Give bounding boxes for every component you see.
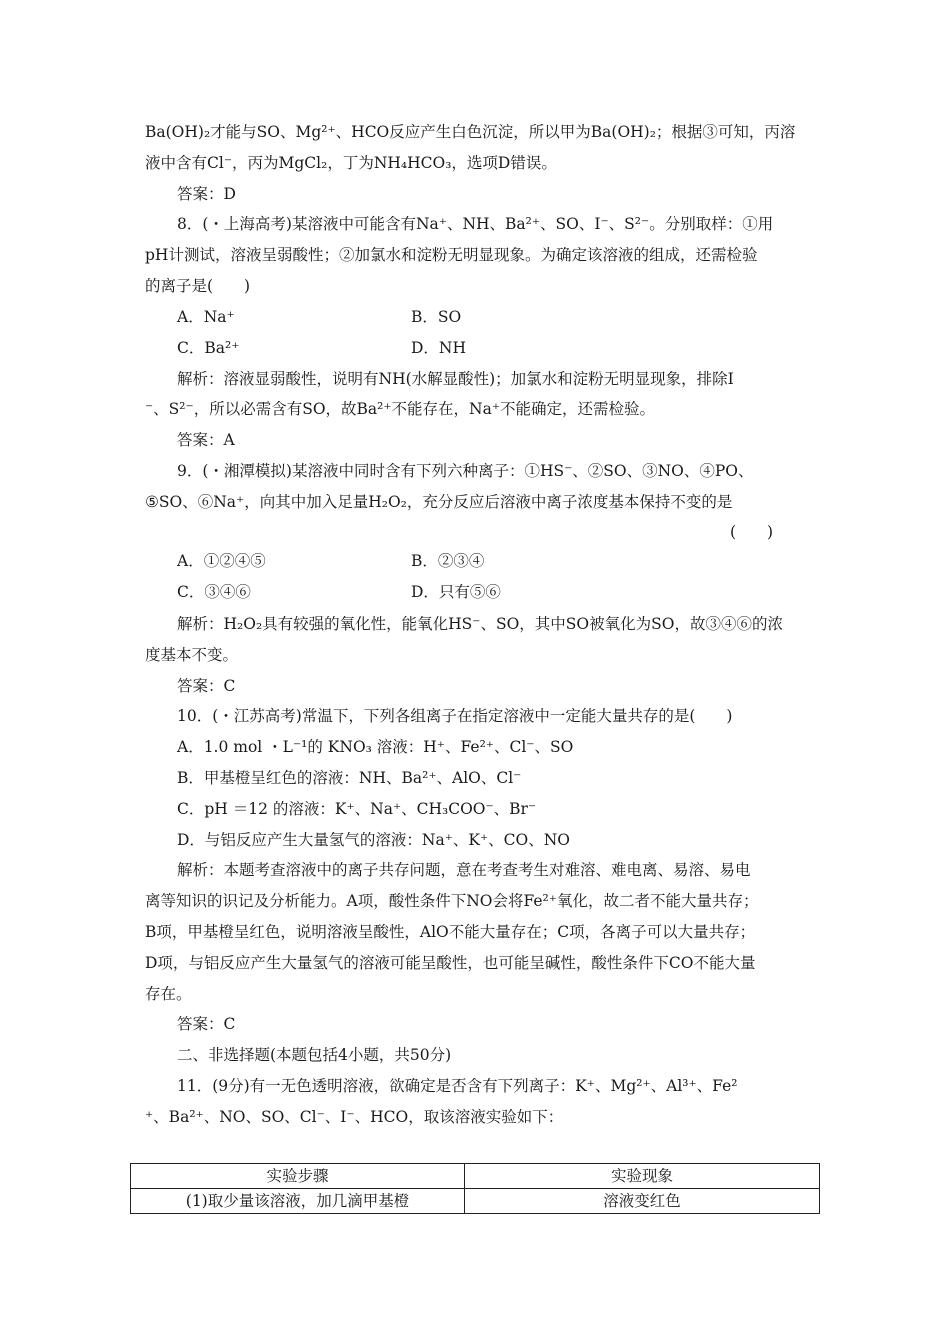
question-10: 10．(・江苏高考)常温下，下列各组离子在指定溶液中一定能大量共存的是( ) (177, 707, 733, 725)
text-line: 存在。 (145, 985, 192, 1003)
table-cell: (1)取少量该溶液，加几滴甲基橙 (131, 1189, 465, 1214)
column-header: 实验现象 (465, 1164, 820, 1189)
analysis-line: 解析：溶液显弱酸性，说明有NH(水解显酸性)；加氯水和淀粉无明显现象，排除I (177, 370, 734, 388)
text-line: D项，与铝反应产生大量氢气的溶液可能呈酸性，也可能呈碱性，酸性条件下CO不能大量 (145, 954, 756, 972)
answer-line: 答案：C (177, 1015, 236, 1033)
answer-line: 答案：D (177, 185, 236, 203)
question-9: 9．(・湘潭模拟)某溶液中同时含有下列六种离子：①HS⁻、②SO、③NO、④PO、 (177, 462, 754, 480)
answer-line: 答案：A (177, 431, 235, 449)
question-11: 11．(9分)有一无色透明溶液，欲确定是否含有下列离子：K⁺、Mg²⁺、Al³⁺、Fe² (177, 1077, 738, 1095)
text-line: 的离子是( ) (145, 277, 251, 295)
text-line: 离等知识的识记及分析能力。A项，酸性条件下NO会将Fe²⁺氧化，故二者不能大量共存； (145, 892, 759, 910)
option-a: A．①②④⑤ (177, 552, 266, 570)
option-d: D．只有⑤⑥ (411, 583, 501, 601)
column-header: 实验步骤 (131, 1164, 465, 1189)
text-line: ⁻、S²⁻，所以必需含有SO，故Ba²⁺不能存在，Na⁺不能确定，还需检验。 (145, 400, 656, 418)
text-line: pH计测试，溶液呈弱酸性；②加氯水和淀粉无明显现象。为确定该溶液的组成，还需检验 (145, 246, 758, 264)
option-b: B．②③④ (411, 552, 485, 570)
option-d: D．与铝反应产生大量氢气的溶液：Na⁺、K⁺、CO、NO (177, 831, 571, 849)
option-a: A．Na⁺ (177, 308, 235, 326)
section-heading: 二、非选择题(本题包括4小题，共50分) (177, 1046, 452, 1064)
analysis-line: 解析：H₂O₂具有较强的氧化性，能氧化HS⁻、SO，其中SO被氧化为SO，故③④⑥的浓 (177, 615, 783, 633)
text-line: B项，甲基橙呈红色，说明溶液呈酸性，AlO不能大量存在；C项，各离子可以大量共存； (145, 923, 756, 941)
option-d: D．NH (411, 339, 467, 357)
table-cell: 溶液变红色 (465, 1189, 820, 1214)
option-c: C．③④⑥ (177, 583, 251, 601)
text-line: ⑤SO、⑥Na⁺，向其中加入足量H₂O₂，充分反应后溶液中离子浓度基本保持不变的是 (145, 493, 733, 511)
text-line: 液中含有Cl⁻，丙为MgCl₂，丁为NH₄HCO₃，选项D错误。 (145, 154, 557, 172)
option-b: B．甲基橙呈红色的溶液：NH、Ba²⁺、AlO、Cl⁻ (177, 769, 522, 787)
option-c: C．pH ＝12 的溶液：K⁺、Na⁺、CH₃COO⁻、Br⁻ (177, 800, 537, 818)
option-b: B．SO (411, 308, 462, 326)
text-line: ⁺、Ba²⁺、NO、SO、Cl⁻、I⁻、HCO，取该溶液实验如下： (145, 1108, 564, 1126)
analysis-line: 解析：本题考查溶液中的离子共存问题，意在考查考生对难溶、难电离、易溶、易电 (177, 861, 751, 879)
table-row (131, 1189, 820, 1214)
answer-line: 答案：C (177, 677, 236, 695)
experiment-table (130, 1163, 820, 1214)
option-a: A．1.0 mol ・L⁻¹的 KNO₃ 溶液：H⁺、Fe²⁺、Cl⁻、SO (177, 738, 574, 756)
text-line: Ba(OH)₂才能与SO、Mg²⁺、HCO反应产生白色沉淀，所以甲为Ba(OH)₂；根据③可知，丙溶 (145, 123, 796, 141)
text-line: 度基本不变。 (145, 646, 239, 664)
table-header-row (131, 1164, 820, 1189)
answer-parenthesis: ( ) (730, 523, 774, 541)
question-8: 8．(・上海高考)某溶液中可能含有Na⁺、NH、Ba²⁺、SO、I⁻、S²⁻。分别取样：①用 (177, 215, 774, 233)
option-c: C．Ba²⁺ (177, 339, 240, 357)
